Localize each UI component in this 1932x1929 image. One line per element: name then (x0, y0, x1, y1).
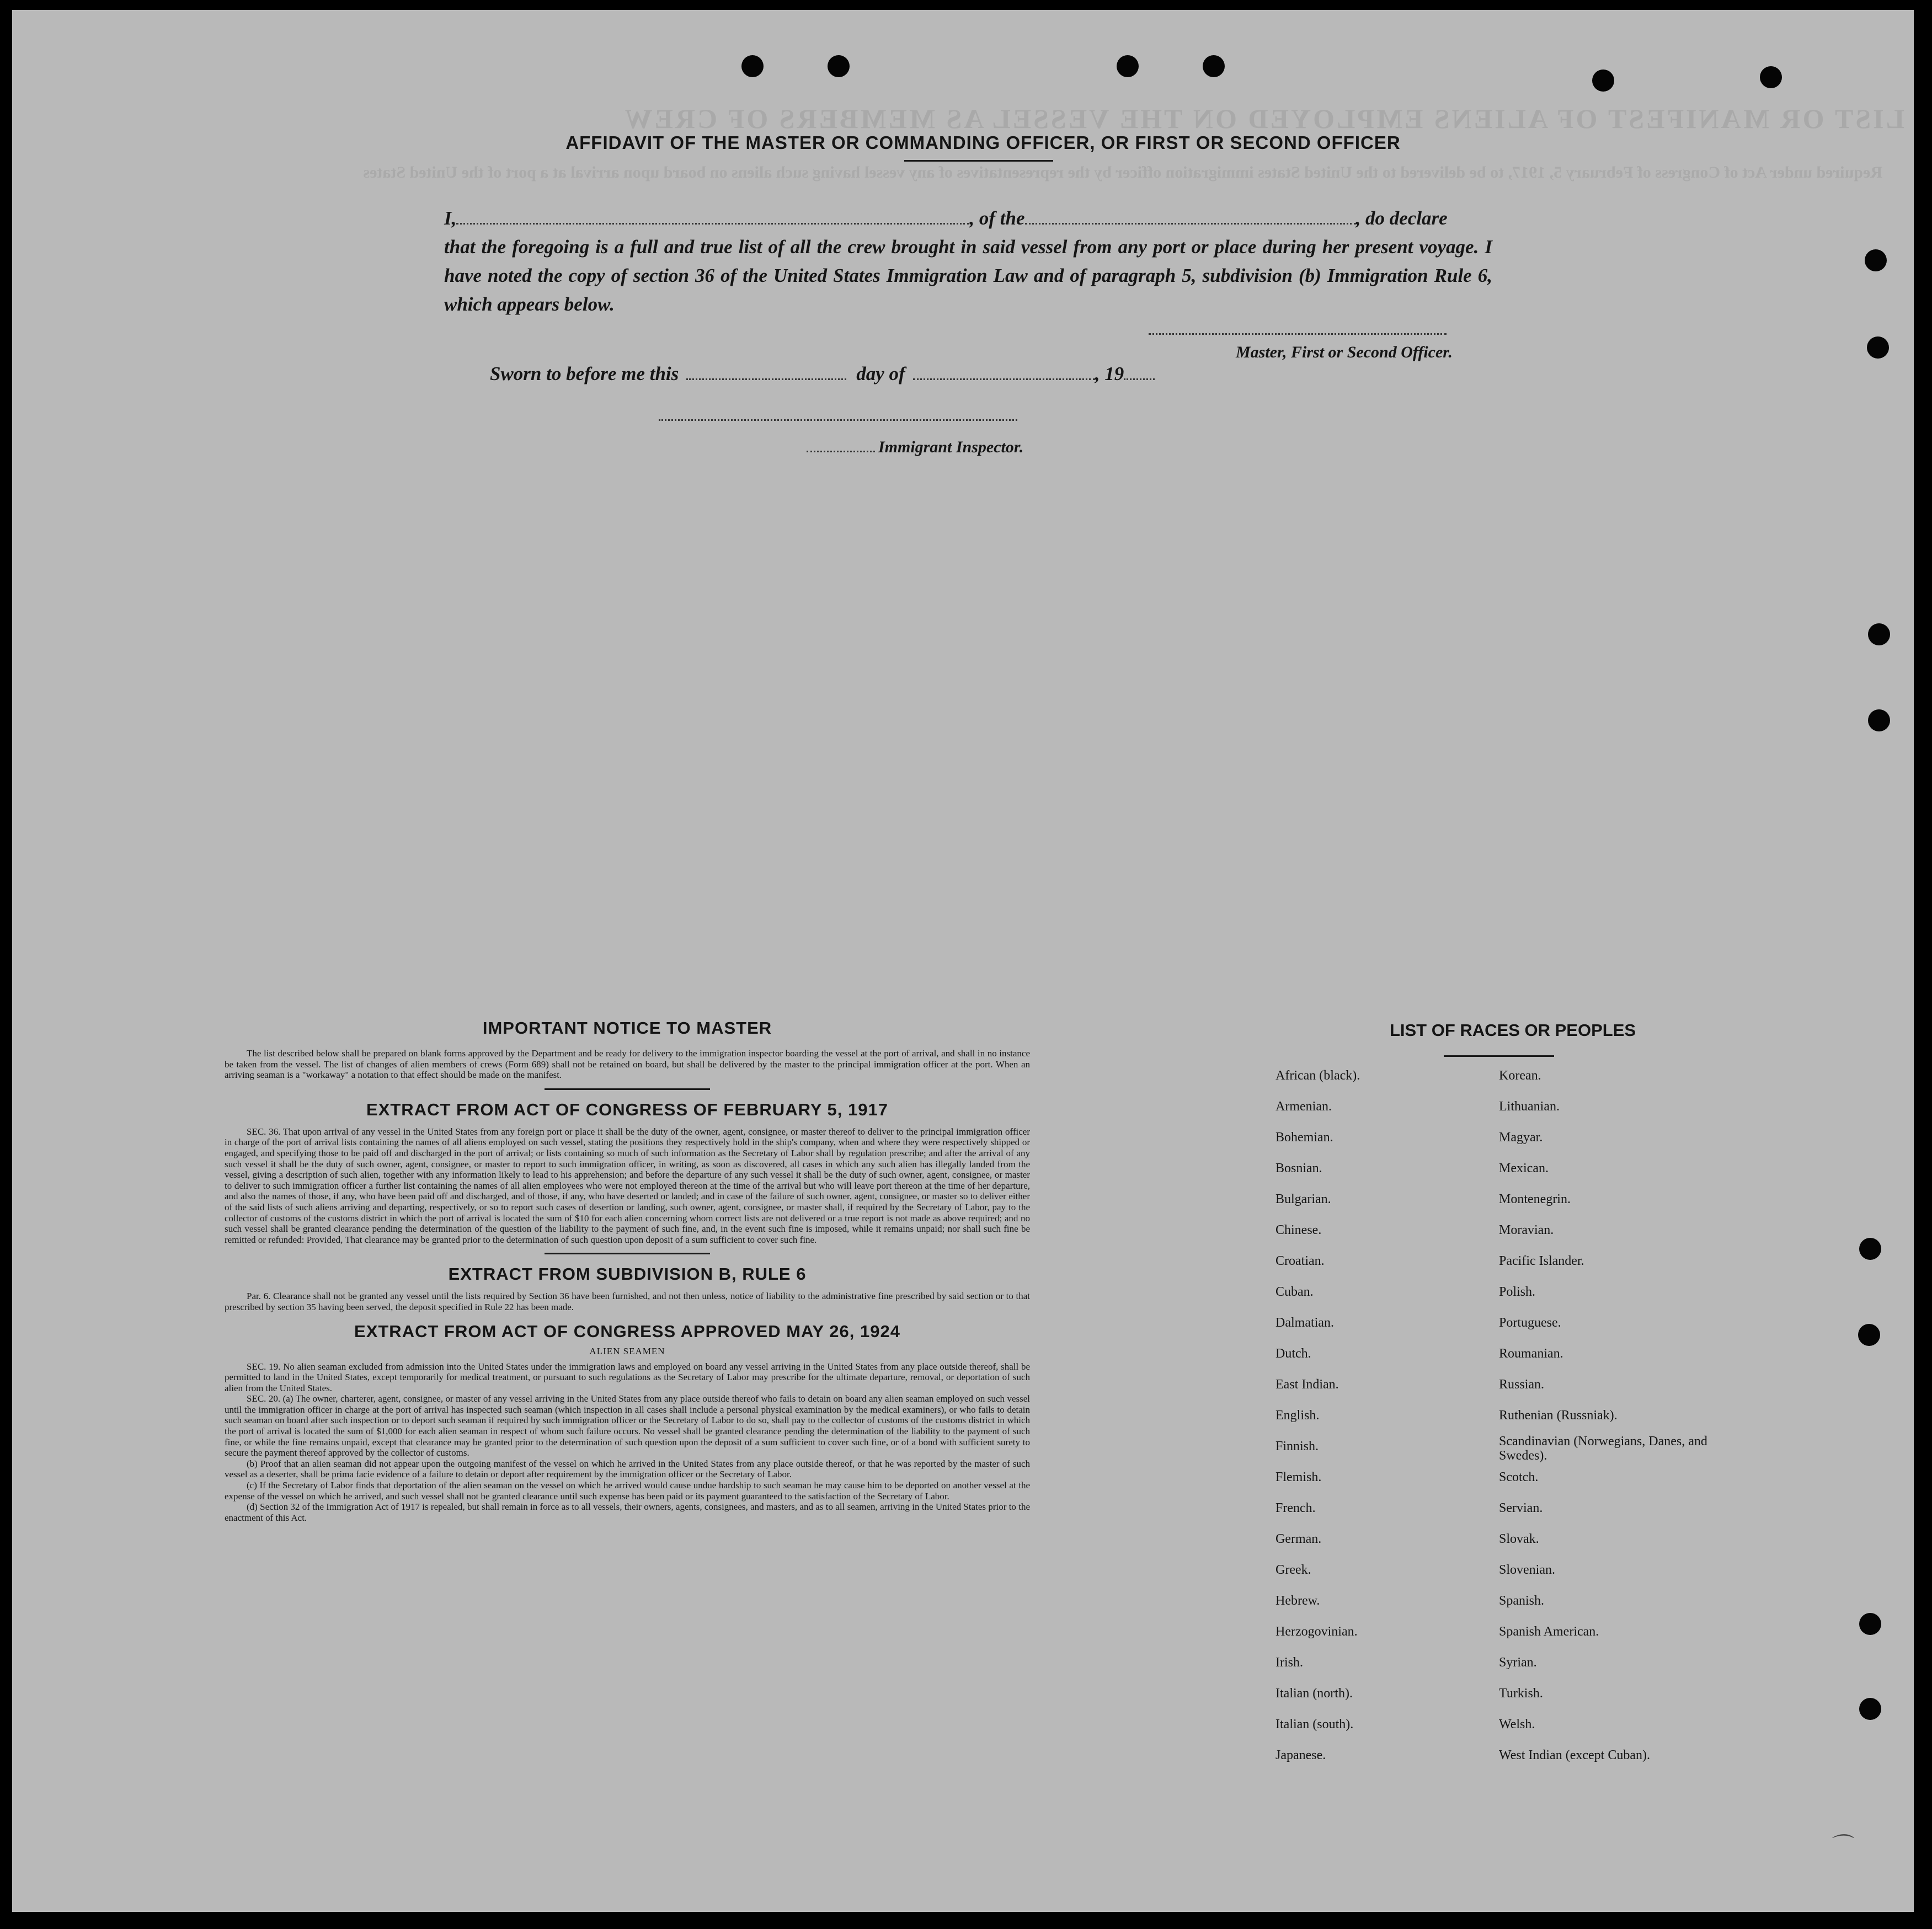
race-item: Montenegrin. (1499, 1192, 1571, 1206)
race-item: Scandinavian (Norwegians, Danes, and Swedes). (1499, 1434, 1707, 1463)
race-item: Syrian. (1499, 1655, 1537, 1670)
race-item: Herzogovinian. (1275, 1625, 1358, 1639)
race-item: Armenian. (1275, 1099, 1332, 1114)
extract1-title: EXTRACT FROM ACT OF CONGRESS OF FEBRUARY 5, 1917 (366, 1099, 888, 1119)
race-item: Pacific Islander. (1499, 1254, 1584, 1268)
notice-column (225, 1018, 1030, 1523)
notice-title: IMPORTANT NOTICE TO MASTER (482, 1018, 772, 1038)
sec20b-text: (b) Proof that an alien seaman did not appear upon the outgoing manifest of the vessel on which he arrived in the United States from any place outside thereof, or that he was reported by the master of such vessel as a deserter, shall be prima facie evidence of a failure to detain or deport after requirement by the immigration officer or the Secretary of Labor. (225, 1458, 1030, 1480)
punch-hole (1592, 70, 1614, 92)
sworn-day-field[interactable] (686, 378, 846, 380)
punch-hole (1859, 1238, 1881, 1260)
race-item: Korean. (1499, 1068, 1541, 1083)
divider (545, 1253, 710, 1254)
race-item: Turkish. (1499, 1686, 1543, 1701)
affidavit-statement: that the foregoing is a full and true list of all the crew brought in said vessel from any port or place during her present voyage. I have noted the copy of section 36 of the United States Immigration Law and of paragraph 5, subdivision (b) Immigration Rule 6, which appears below. (444, 236, 1492, 315)
punch-hole (1867, 336, 1889, 359)
race-item: English. (1275, 1408, 1320, 1423)
race-item: Chinese. (1275, 1223, 1322, 1237)
divider (545, 1088, 710, 1090)
sworn-line (490, 363, 1155, 385)
race-item: Magyar. (1499, 1130, 1543, 1145)
corner-mark: ⌒ (1828, 1833, 1850, 1858)
race-item: Greek. (1275, 1563, 1311, 1577)
inspector-line (807, 438, 1023, 457)
affidavit-title-rule (904, 160, 1053, 162)
race-item: Finnish. (1275, 1439, 1319, 1454)
race-item: East Indian. (1275, 1377, 1339, 1392)
sec20d-text: (d) Section 32 of the Immigration Act of 1917 is repealed, but shall remain in force as to all vessels, their owners, agents, consignees, and masters, and as to all seamen, arriving in the United States prior to the enactment of this Act. (225, 1501, 1030, 1523)
affidavit-declare-label: , do declare (1355, 207, 1448, 229)
race-item: Hebrew. (1275, 1594, 1320, 1608)
race-item: Cuban. (1275, 1285, 1314, 1299)
race-item: Dalmatian. (1275, 1316, 1334, 1330)
race-item: Spanish. (1499, 1594, 1545, 1608)
punch-hole (1859, 1613, 1881, 1635)
race-item: German. (1275, 1532, 1322, 1546)
punch-hole (1203, 55, 1225, 77)
race-item: Slovak. (1499, 1532, 1539, 1546)
sworn-year-field[interactable] (1124, 378, 1155, 380)
extract1-text: SEC. 36. That upon arrival of any vessel in the United States from any foreign port or place it shall be the duty of the owner, agent, consignee, or master thereof to deliver to the principal immigration officer in charge of the port of arrival lists containing the names of all aliens employed on such vessel, stating the positions they respectively hold in the ship's company, when and where they were respectively shipped or engaged, and specifying those to be paid off and discharged in the port of arrival; or lists containing so much of such information as the Secretary of Labor shall by regulation prescribe; and after the arrival of any such vessel it shall be the duty of such owner, agent, consignee, or master to report to such immigration officer, in writing, as soon as discovered, all cases in which any such alien has illegally landed from the vessel, giving a description of such alien, together with any information likely to lead to his apprehension; and before the departure of any such vessel it shall be the duty of such owner, agent, consignee, or master to deliver to such immigration officer a further list containing the names of all alien employees who were not employed thereon at the time of the arrival but who will leave port thereon at the time of her departure, and also the names of those, if any, who have been paid off and discharged, and of those, if any, who have deserted or landed; and in case of the failure of such owner, agent, consignee, or master so to deliver either of the said lists of such aliens arriving and departing, respectively, or so to report such cases of desertion or landing, such owner, agent, consignee, or master shall, if required by the Secretary of Labor, pay to the collector of customs of the customs district in which the port of arrival is located the sum of $10 for each alien concerning whom correct lists are not delivered or a true report is not made as above required; and no such vessel shall be granted clearance pending the determination of the question of the liability to the payment of such fine, and, in the event such fine is imposed, while it remains unpaid; nor shall such fine be remitted or refunded: Provided, That clearance may be granted prior to the determination of such question upon deposit of a sum sufficient to cover such fine. (225, 1126, 1030, 1245)
punch-hole (1117, 55, 1139, 77)
race-item: Russian. (1499, 1377, 1545, 1392)
punch-hole (1868, 709, 1890, 731)
race-item: West Indian (except Cuban). (1499, 1748, 1650, 1762)
inspector-dotted-lead (807, 451, 875, 452)
race-item: Ruthenian (Russniak). (1499, 1408, 1618, 1423)
sec20a-text: SEC. 20. (a) The owner, charterer, agent, consignee, or master of any vessel arriving in the United States from any place outside thereof who fails to detain on board any alien seaman employed on such vessel until the immigration officer in charge at the port of arrival has inspected such seaman (which inspection in all cases shall include a personal physical examination by the medical examiners), or who fails to detain such seaman on board after such inspection or to deport such seaman if required by such immigration officer or the Secretary of Labor to do so, shall pay to the collector of customs of the customs district in which the port of arrival is located the sum of $1,000 for each alien seaman in respect of whom such failure occurs. No vessel shall be granted clearance pending the determination of the liability to the payment of such fine, or while the fine remains unpaid, except that clearance may be granted prior to the determination of such question upon the deposit of a sum sufficient to cover such fine, or of a bond with sufficient surety to secure the payment thereof approved by the collector of customs. (225, 1393, 1030, 1458)
race-item: Portuguese. (1499, 1316, 1561, 1330)
master-signature-field[interactable] (1149, 333, 1447, 335)
bleed-through-subtitle: Required under Act of Congress of February 5, 1917, to be delivered to the United States immigration officer by the representatives of any vessel having such aliens on board upon arrival at a port of the United States (363, 163, 1882, 181)
race-item: Italian (south). (1275, 1717, 1354, 1732)
extract2-text: Par. 6. Clearance shall not be granted any vessel until the lists required by Section 36 have been furnished, and not then unless, notice of liability to the administrative fine prescribed by said section or to that prescribed by section 35 having been served, the deposit specified in Rule 22 has been made. (225, 1291, 1030, 1312)
race-item: Bulgarian. (1275, 1192, 1331, 1206)
race-item: Welsh. (1499, 1717, 1535, 1732)
race-item: Polish. (1499, 1285, 1536, 1299)
sworn-month-field[interactable] (913, 378, 1095, 380)
inspector-signature-field[interactable] (659, 419, 1017, 421)
affidavit-title: AFFIDAVIT OF THE MASTER OR COMMANDING OFFICER, OR FIRST OR SECOND OFFICER (565, 132, 1401, 153)
affidavit-body (444, 204, 1492, 319)
race-item: Scotch. (1499, 1470, 1539, 1484)
race-item: French. (1275, 1501, 1316, 1515)
race-item: Japanese. (1275, 1748, 1326, 1762)
race-item: Dutch. (1275, 1346, 1311, 1361)
punch-hole (1868, 623, 1890, 645)
affidavit-of-the-label: , of the (969, 207, 1025, 229)
inspector-label: Immigrant Inspector. (878, 438, 1024, 456)
races-title-rule (1444, 1055, 1554, 1057)
race-item: Irish. (1275, 1655, 1303, 1670)
punch-hole (741, 55, 764, 77)
punch-hole (1760, 66, 1782, 88)
bleed-through-title: LIST OR MANIFEST OF ALIENS EMPLOYED ON THE VESSEL AS MEMBERS OF CREW (622, 103, 1904, 134)
punch-hole (1865, 249, 1887, 271)
sworn-day-label: day of (856, 363, 905, 384)
race-item: Roumanian. (1499, 1346, 1563, 1361)
sworn-year-label: , 19 (1095, 363, 1124, 384)
race-item: Flemish. (1275, 1470, 1322, 1484)
race-item: Moravian. (1499, 1223, 1554, 1237)
punch-hole (828, 55, 850, 77)
document-sheet (12, 10, 1914, 1912)
race-item: Spanish American. (1499, 1625, 1599, 1639)
race-item: Croatian. (1275, 1254, 1325, 1268)
vessel-name-field[interactable] (1025, 223, 1356, 225)
race-item: Lithuanian. (1499, 1099, 1560, 1114)
affidavit-i-label: I, (444, 207, 457, 229)
race-item: Slovenian. (1499, 1563, 1555, 1577)
extract3-title: EXTRACT FROM ACT OF CONGRESS APPROVED MAY 26, 1924 (354, 1321, 900, 1341)
master-signature-label: Master, First or Second Officer. (1236, 343, 1453, 361)
race-item: African (black). (1275, 1068, 1360, 1083)
punch-hole (1858, 1324, 1880, 1346)
race-item: Italian (north). (1275, 1686, 1353, 1701)
race-item: Bohemian. (1275, 1130, 1333, 1145)
race-item: Bosnian. (1275, 1161, 1322, 1175)
punch-hole (1859, 1698, 1881, 1720)
sec20c-text: (c) If the Secretary of Labor finds that deportation of the alien seaman on the vessel on which he arrived would cause undue hardship to such seaman he may cause him to be deported on another vessel at the expense of the vessel on which he arrived, and such vessel shall not be granted clearance until such expense has been paid or its payment guaranteed to the satisfaction of the Secretary of Labor. (225, 1480, 1030, 1501)
race-item: Mexican. (1499, 1161, 1549, 1175)
sec19-text: SEC. 19. No alien seaman excluded from admission into the United States under the immigration laws and employed on board any vessel arriving in the United States from any place outside thereof, shall be permitted to land in the United States, except temporarily for medical treatment, or pursuant to such regulations as the Secretary of Labor may prescribe for the ultimate departure, removal, or deportation of such alien from the United States. (225, 1361, 1030, 1393)
race-item: Servian. (1499, 1501, 1543, 1515)
extract3-subtitle: ALIEN SEAMEN (589, 1345, 665, 1356)
races-title: LIST OF RACES OR PEOPLES (1389, 1020, 1636, 1040)
extract2-title: EXTRACT FROM SUBDIVISION B, RULE 6 (448, 1264, 807, 1284)
notice-text: The list described below shall be prepared on blank forms approved by the Department and be ready for delivery to the immigration inspector boarding the vessel at the port of arrival, and shall in no instance be taken from the vessel. The list of changes of alien members of crews (Form 689) shall not be retained on board, but shall be delivered by the master to the principal immigration officer at the port. When an arriving seaman is a "workaway" a notation to that effect should be made on the manifest. (225, 1048, 1030, 1081)
sworn-prefix: Sworn to before me this (490, 363, 679, 384)
declarant-name-field[interactable] (456, 223, 969, 225)
